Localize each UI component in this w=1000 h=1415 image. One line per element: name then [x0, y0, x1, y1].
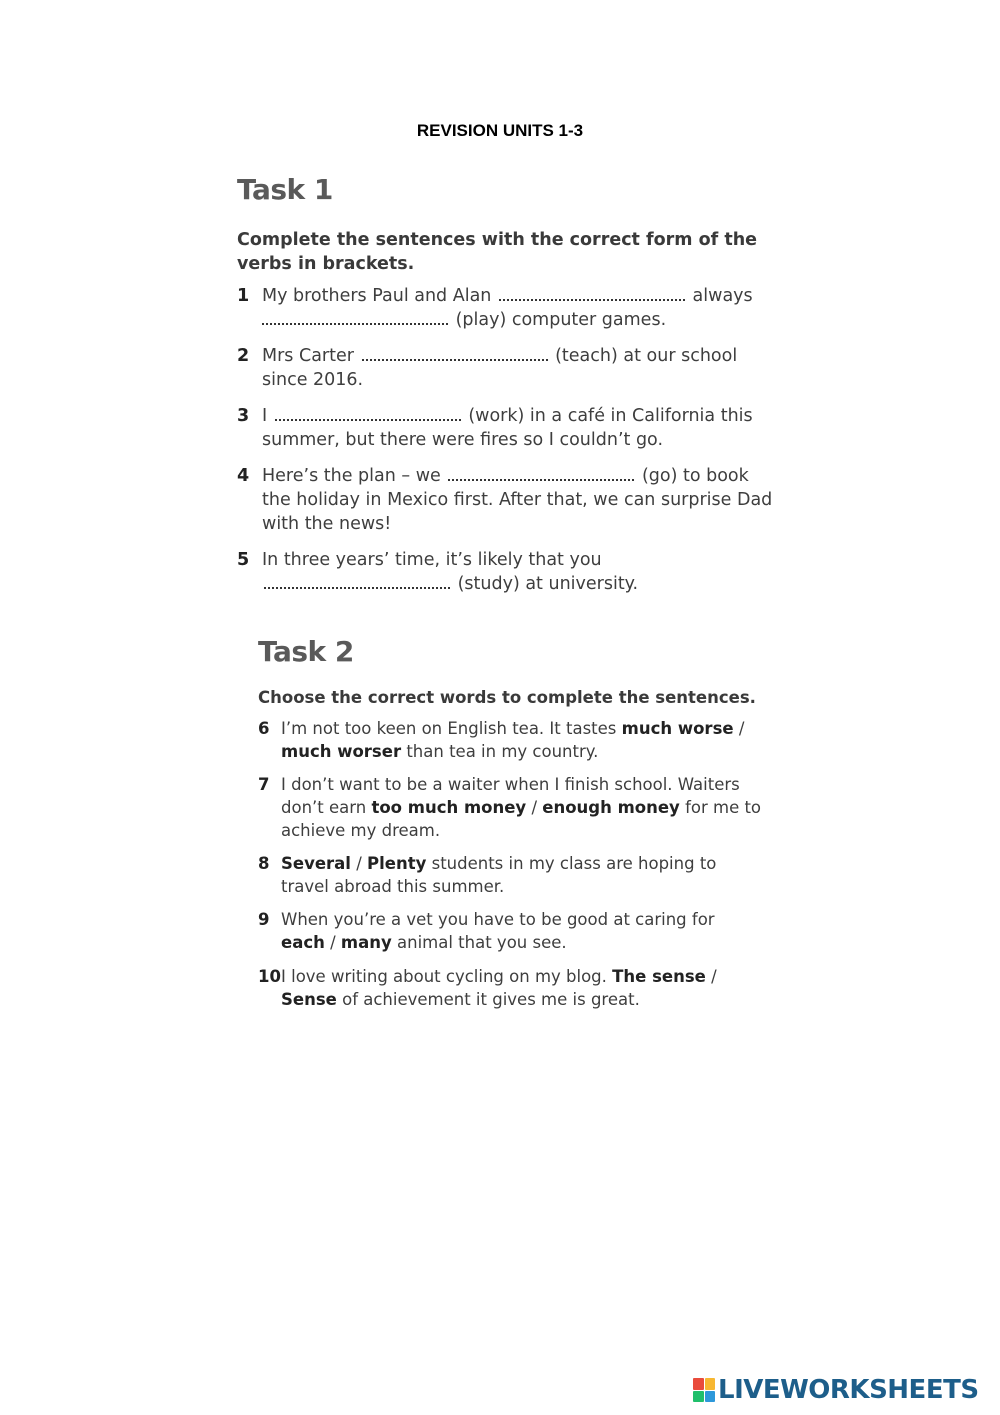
logo-text: LIVEWORKSHEETS: [718, 1375, 979, 1405]
task-1-item-3: [237, 404, 782, 452]
choice-option-1[interactable]: much worse: [621, 719, 734, 738]
choice-separator: /: [738, 719, 745, 738]
choice-separator: /: [711, 967, 717, 986]
item-text: In three years’ time, it’s likely that you: [262, 550, 602, 570]
choice-option-1[interactable]: too much money: [371, 798, 527, 817]
item-text: Here’s the plan – we: [262, 466, 441, 486]
task-2-item-8: [258, 852, 763, 898]
liveworksheets-logo-icon: [693, 1378, 715, 1402]
item-text: My brothers Paul and Alan: [262, 286, 492, 306]
item-number: 3: [237, 406, 250, 426]
task-2-item-10: [258, 965, 763, 1011]
choice-option-2[interactable]: Plenty: [367, 854, 427, 873]
answer-blank[interactable]: [262, 309, 448, 325]
item-number: 2: [237, 346, 250, 366]
task-1-item-2: [237, 344, 782, 392]
task-2-heading: Task 2: [258, 635, 354, 668]
item-number: 6: [258, 719, 270, 738]
choice-separator: /: [330, 933, 336, 952]
item-number: 8: [258, 854, 270, 873]
item-text: than tea in my country.: [406, 742, 599, 761]
task-1-item-5: [237, 548, 782, 596]
item-text: (teach) at our school since 2016.: [262, 346, 738, 390]
task-1-heading: Task 1: [237, 173, 333, 206]
item-number: 5: [237, 550, 250, 570]
task-2-item-6: [258, 717, 763, 763]
answer-blank[interactable]: [362, 345, 548, 361]
item-text: of achievement it gives me is great.: [342, 990, 640, 1009]
choice-option-2[interactable]: much worser: [281, 742, 402, 761]
item-text: (go) to book the holiday in Mexico first. After that, we can surprise Dad with the news!: [262, 466, 773, 534]
item-text: (play) computer games.: [455, 310, 667, 330]
item-number: 10: [258, 967, 281, 986]
task-2-instruction: Choose the correct words to complete the sentences.: [258, 688, 756, 707]
task-1-item-4: [237, 464, 782, 536]
item-text: When you’re a vet you have to be good at caring for: [281, 910, 715, 929]
choice-option-2[interactable]: many: [340, 933, 392, 952]
task-1-item-1: [237, 284, 782, 332]
answer-blank[interactable]: [264, 573, 450, 589]
item-number: 4: [237, 466, 250, 486]
item-text: animal that you see.: [397, 933, 567, 952]
item-number: 7: [258, 775, 270, 794]
choice-option-2[interactable]: Sense: [281, 990, 337, 1009]
item-text: I’m not too keen on English tea. It tastes: [281, 719, 617, 738]
answer-blank[interactable]: [448, 465, 634, 481]
choice-separator: /: [356, 854, 362, 873]
answer-blank[interactable]: [275, 405, 461, 421]
task-2-item-7: [258, 773, 763, 842]
task-1-instruction: Complete the sentences with the correct form of the verbs in brackets.: [237, 230, 758, 274]
item-text: students in my class are hoping to travel abroad this summer.: [281, 854, 717, 896]
liveworksheets-logo[interactable]: [693, 1375, 979, 1405]
item-text: for me to achieve my dream.: [281, 798, 762, 840]
item-text: Mrs Carter: [262, 346, 354, 366]
choice-separator: /: [531, 798, 538, 817]
item-number: 9: [258, 910, 270, 929]
item-text: I: [262, 406, 268, 426]
choice-option-1[interactable]: each: [281, 933, 325, 952]
task-2-item-9: [258, 908, 763, 954]
item-text: always: [692, 286, 753, 306]
choice-option-1[interactable]: Several: [281, 854, 351, 873]
choice-option-2[interactable]: enough money: [542, 798, 680, 817]
item-text: I love writing about cycling on my blog.: [281, 967, 607, 986]
item-text: (study) at university.: [457, 574, 639, 594]
item-number: 1: [237, 286, 250, 306]
page-title: REVISION UNITS 1-3: [416, 121, 584, 140]
choice-option-1[interactable]: The sense: [612, 967, 706, 986]
item-text: I don’t want to be a waiter when I finish school. Waiters don’t earn: [281, 775, 740, 817]
answer-blank[interactable]: [499, 285, 685, 301]
item-text: (work) in a café in California this summer, but there were fires so I couldn’t go.: [262, 406, 753, 450]
